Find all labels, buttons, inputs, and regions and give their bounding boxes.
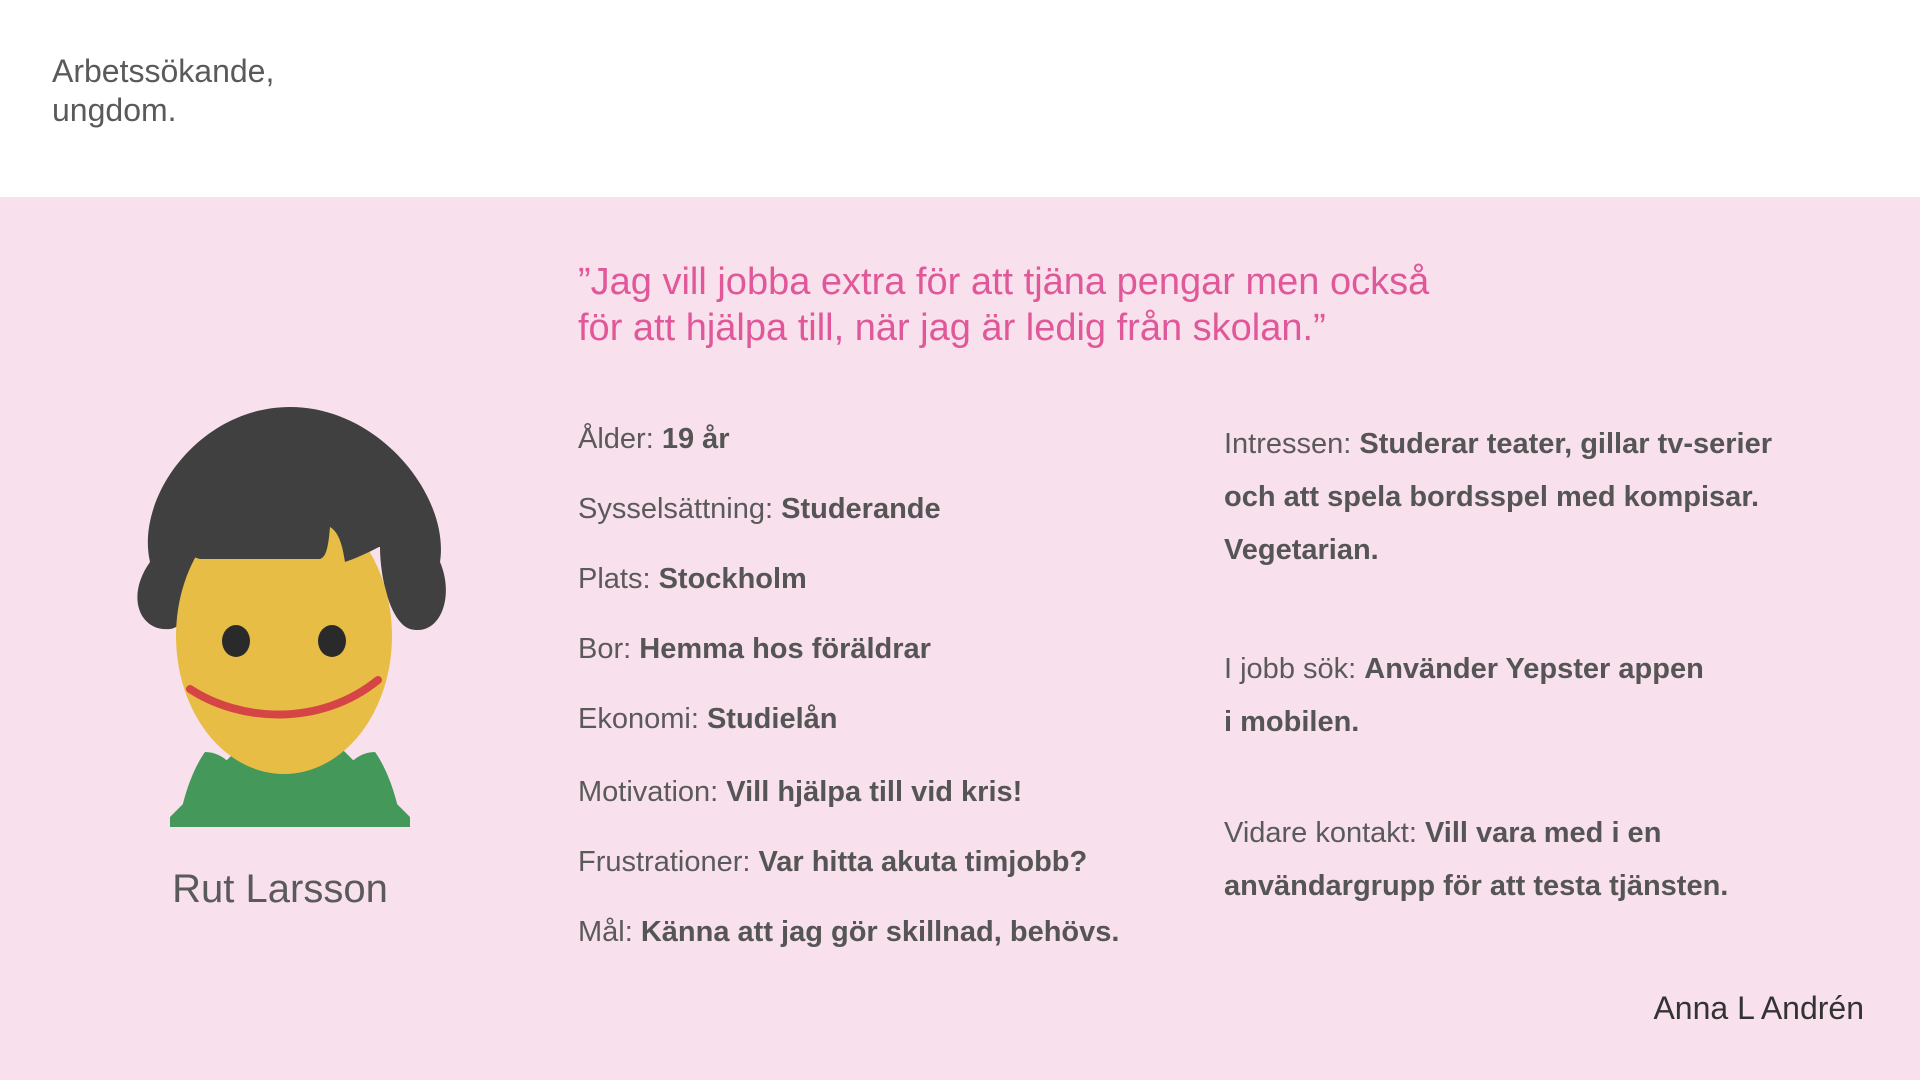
persona-quote: ”Jag vill jobba extra för att tjäna pengar men också för att hjälpa till, när jag är ledig från skolan.” (578, 261, 1430, 349)
attribute-economy (578, 701, 837, 737)
detail-further-contact (1224, 807, 1728, 913)
attribute-living (578, 631, 931, 667)
attribute-goal (578, 914, 1119, 950)
attribute-value: Hemma hos föräldrar (639, 633, 931, 665)
attribute-label: Ålder: (578, 423, 662, 455)
detail-interests (1224, 418, 1772, 577)
attribute-value: Var hitta akuta timjobb? (758, 846, 1088, 878)
attribute-value: Känna att jag gör skillnad, behövs. (640, 916, 1120, 948)
detail-value: Vill vara med i en användargrupp för att testa tjänsten. (1224, 817, 1729, 902)
attribute-label: Plats: (578, 563, 659, 595)
persona-category: Arbetssökande, ungdom. (52, 53, 275, 128)
detail-value: Använder Yepster appen i mobilen. (1224, 653, 1704, 738)
eye-right (318, 625, 346, 657)
attribute-age (578, 421, 730, 457)
persona-panel (0, 197, 1920, 1080)
attribute-label: Mål: (578, 916, 641, 948)
attribute-label: Sysselsättning: (578, 493, 782, 525)
attribute-label: Frustrationer: (578, 846, 759, 878)
attribute-value: Stockholm (658, 563, 807, 595)
header (0, 0, 1920, 197)
eye-left (222, 625, 250, 657)
attribute-location (578, 561, 807, 597)
author-credit: Anna L Andrén (1653, 990, 1864, 1026)
detail-label: I jobb sök: (1224, 653, 1365, 685)
attribute-value: 19 år (661, 423, 730, 455)
persona-name: Rut Larsson (172, 867, 388, 911)
attribute-value: Studerande (781, 493, 941, 525)
attribute-motivation (578, 774, 1022, 810)
attribute-occupation (578, 491, 941, 527)
detail-value: Studerar teater, gillar tv-serier och att spela bordsspel med kompisar. Vegetarian. (1224, 428, 1773, 566)
attribute-label: Ekonomi: (578, 703, 707, 735)
attribute-value: Vill hjälpa till vid kris! (726, 776, 1023, 808)
attribute-label: Bor: (578, 633, 640, 665)
attribute-frustrations (578, 844, 1087, 880)
attribute-label: Motivation: (578, 776, 727, 808)
detail-job-search (1224, 643, 1704, 749)
detail-label: Intressen: (1224, 428, 1360, 460)
attribute-value: Studielån (706, 703, 838, 735)
persona-avatar-illustration (80, 347, 500, 827)
detail-label: Vidare kontakt: (1224, 817, 1425, 849)
